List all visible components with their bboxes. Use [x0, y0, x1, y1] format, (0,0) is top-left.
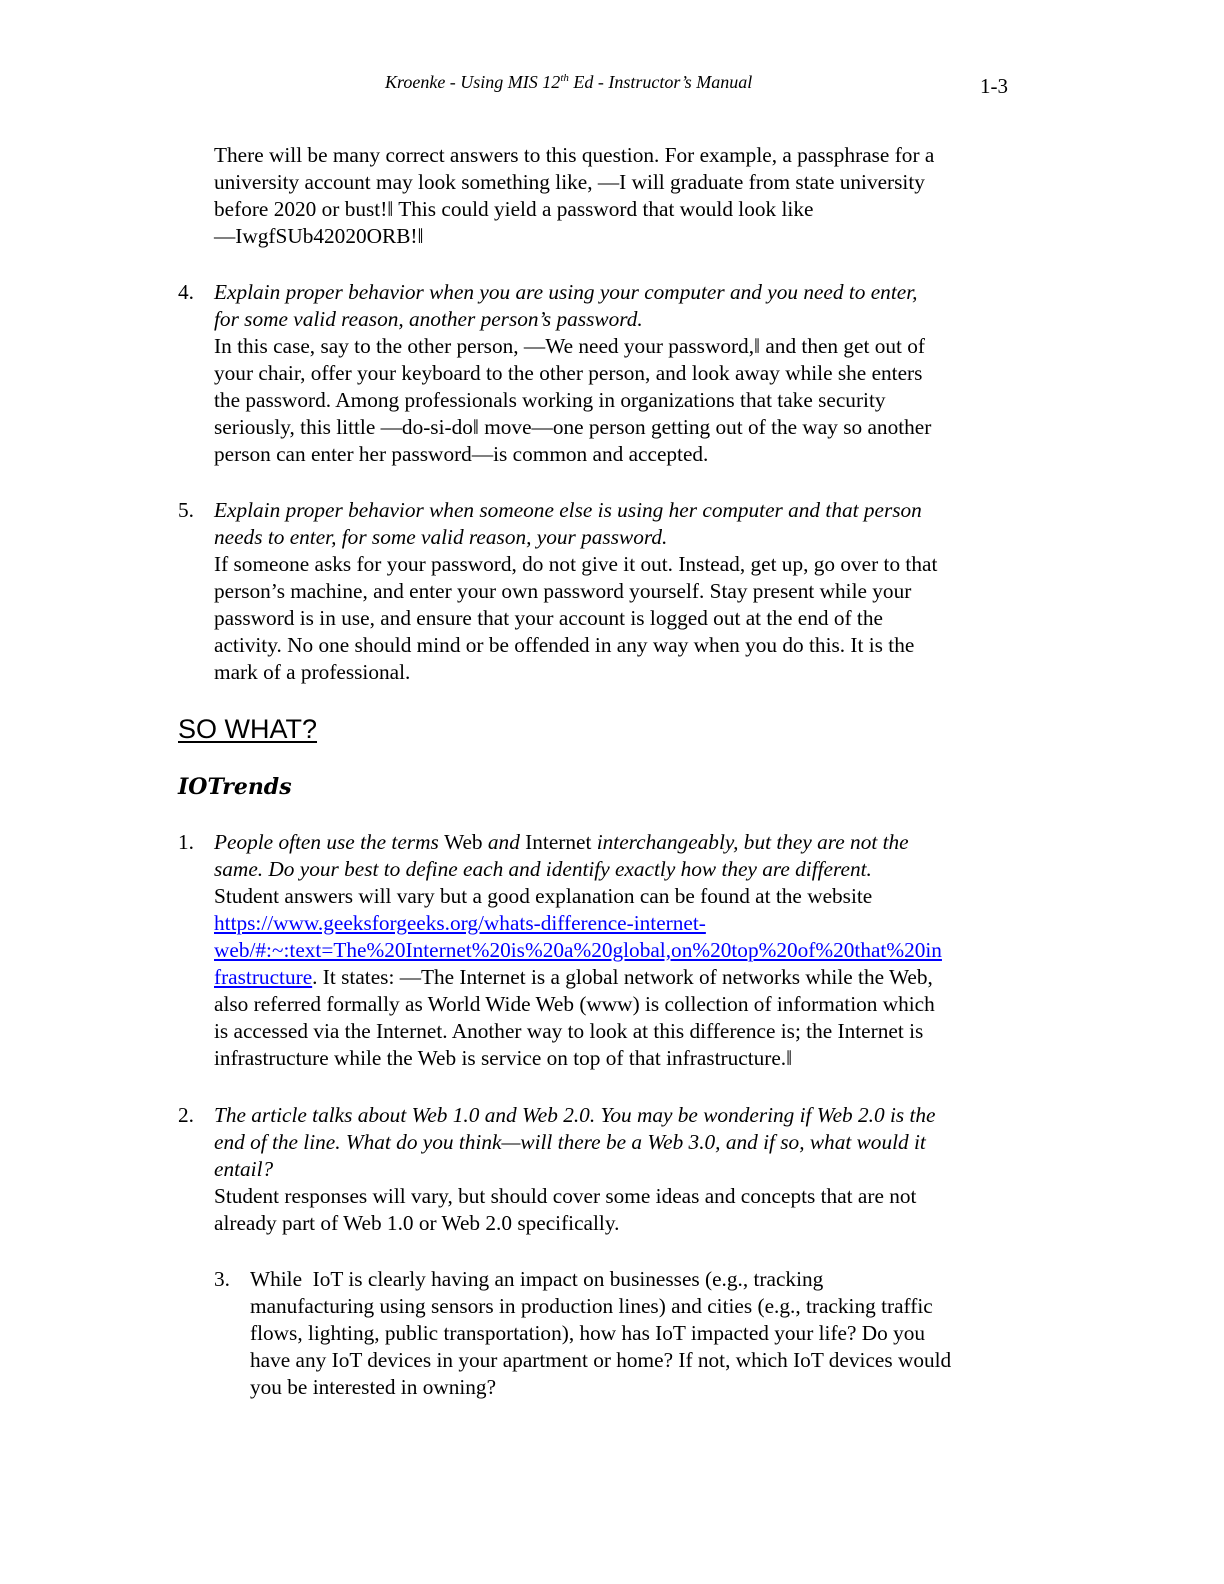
- question-number: 2.: [178, 1103, 194, 1127]
- question-number: 1.: [178, 830, 194, 854]
- question-text: you be interested in owning?: [250, 1375, 497, 1399]
- question-text: Explain proper behavior when you are using your computer and you need to enter,: [214, 280, 918, 304]
- answer-line: seriously, this little ―do-si-do‖ move—one person getting out of the way so another: [214, 415, 932, 439]
- question-text: needs to enter, for some valid reason, your password.: [214, 525, 668, 549]
- question-text: Explain proper behavior when someone else is using her computer and that person: [214, 498, 922, 522]
- question-fragment: interchangeably, but they are not the: [591, 830, 909, 854]
- page-header: [0, 70, 1224, 100]
- answer-line: infrastructure while the Web is service on top of that infrastructure.‖: [214, 1046, 793, 1070]
- intro-line: ―IwgfSUb42020ORB!‖: [214, 224, 424, 248]
- answer-line: [214, 910, 706, 937]
- question-fragment: and: [482, 830, 526, 854]
- reference-link[interactable]: web/#:~:text=The%20Internet%20is%20a%20global,on%20top%20of%20that%20in: [214, 938, 942, 962]
- answer-line: is accessed via the Internet. Another way to look at this difference is; the Internet is: [214, 1019, 924, 1043]
- question-text: [214, 829, 909, 856]
- term-web: Web: [444, 830, 483, 854]
- answer-line: your chair, offer your keyboard to the other person, and look away while she enters: [214, 361, 923, 385]
- section-heading: SO WHAT?: [178, 714, 318, 744]
- running-header-title: [385, 72, 752, 93]
- header-title-suffix: Ed - Instructor’s Manual: [568, 72, 753, 92]
- answer-line: mark of a professional.: [214, 660, 411, 684]
- question-fragment: People often use the terms: [214, 830, 445, 854]
- subsection-heading: IOTrends: [178, 774, 292, 800]
- header-title-text: Kroenke - Using MIS 12: [385, 72, 561, 92]
- answer-line: activity. No one should mind or be offended in any way when you do this. It is the: [214, 633, 915, 657]
- answer-line: [214, 964, 933, 991]
- question-text: While IoT is clearly having an impact on businesses (e.g., tracking: [250, 1267, 824, 1291]
- question-text: end of the line. What do you think—will there be a Web 3.0, and if so, what would it: [214, 1130, 926, 1154]
- answer-line: Student answers will vary but a good explanation can be found at the website: [214, 884, 873, 908]
- reference-link[interactable]: frastructure: [214, 965, 313, 989]
- question-text: have any IoT devices in your apartment or home? If not, which IoT devices would: [250, 1348, 952, 1372]
- answer-line: In this case, say to the other person, ―We need your password,‖ and then get out of: [214, 334, 926, 358]
- answer-line: the password. Among professionals working in organizations that take security: [214, 388, 886, 412]
- question-text: same. Do your best to define each and identify exactly how they are different.: [214, 857, 872, 881]
- answer-line: password is in use, and ensure that your account is logged out at the end of the: [214, 606, 883, 630]
- question-number: 5.: [178, 498, 194, 522]
- intro-line: before 2020 or bust!‖ This could yield a password that would look like: [214, 197, 814, 221]
- answer-line: [214, 937, 942, 964]
- term-internet: Internet: [525, 830, 592, 854]
- question-text: for some valid reason, another person’s password.: [214, 307, 643, 331]
- question-number: 3.: [214, 1267, 230, 1291]
- answer-line: also referred formally as World Wide Web (www) is collection of information which: [214, 992, 935, 1016]
- answer-line: already part of Web 1.0 or Web 2.0 specifically.: [214, 1211, 620, 1235]
- question-number: 4.: [178, 280, 194, 304]
- question-text: manufacturing using sensors in production lines) and cities (e.g., tracking traffic: [250, 1294, 933, 1318]
- answer-line: person can enter her password—is common and accepted.: [214, 442, 709, 466]
- question-text: flows, lighting, public transportation), how has IoT impacted your life? Do you: [250, 1321, 926, 1345]
- answer-line: Student responses will vary, but should cover some ideas and concepts that are not: [214, 1184, 917, 1208]
- answer-fragment: . It states: ―The Internet is a global network of networks while the Web,: [312, 965, 933, 989]
- intro-line: There will be many correct answers to this question. For example, a passphrase for a: [214, 143, 935, 167]
- answer-line: If someone asks for your password, do not give it out. Instead, get up, go over to that: [214, 552, 938, 576]
- question-text: entail?: [214, 1157, 274, 1181]
- answer-line: person’s machine, and enter your own password yourself. Stay present while your: [214, 579, 912, 603]
- intro-line: university account may look something like, ―I will graduate from state university: [214, 170, 925, 194]
- question-text: The article talks about Web 1.0 and Web 2.0. You may be wondering if Web 2.0 is the: [214, 1103, 936, 1127]
- header-superscript: th: [560, 72, 569, 84]
- reference-link[interactable]: https://www.geeksforgeeks.org/whats-difference-internet-: [214, 911, 706, 935]
- page-number: 1-3: [980, 74, 1008, 98]
